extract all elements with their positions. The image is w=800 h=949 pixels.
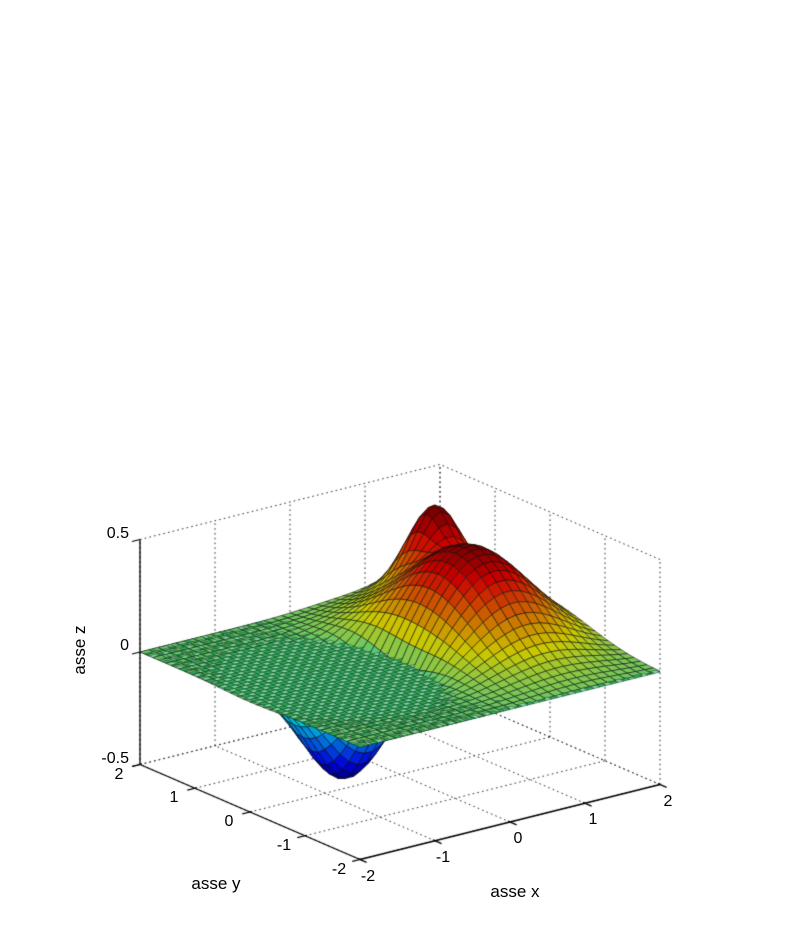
y-axis-label: asse y: [191, 874, 241, 893]
x-tick-label: 1: [588, 811, 598, 829]
y-tick-label: 2: [114, 765, 124, 783]
y-tick-label: -2: [331, 860, 347, 878]
y-tick-label: -1: [276, 836, 292, 854]
x-tick-label: -1: [435, 848, 451, 866]
x-tick-label: 2: [663, 792, 673, 810]
z-axis-label: asse z: [70, 625, 89, 675]
z-tick-label: 0.5: [106, 524, 129, 542]
z-tick-label: 0: [120, 637, 129, 654]
x-tick-label: 0: [513, 830, 523, 847]
y-tick-label: 0: [224, 813, 234, 830]
y-tick-label: 1: [169, 789, 179, 807]
z-tick-label: -0.5: [101, 749, 129, 767]
x-tick-label: -2: [360, 867, 376, 885]
x-axis-label: asse x: [490, 882, 540, 901]
